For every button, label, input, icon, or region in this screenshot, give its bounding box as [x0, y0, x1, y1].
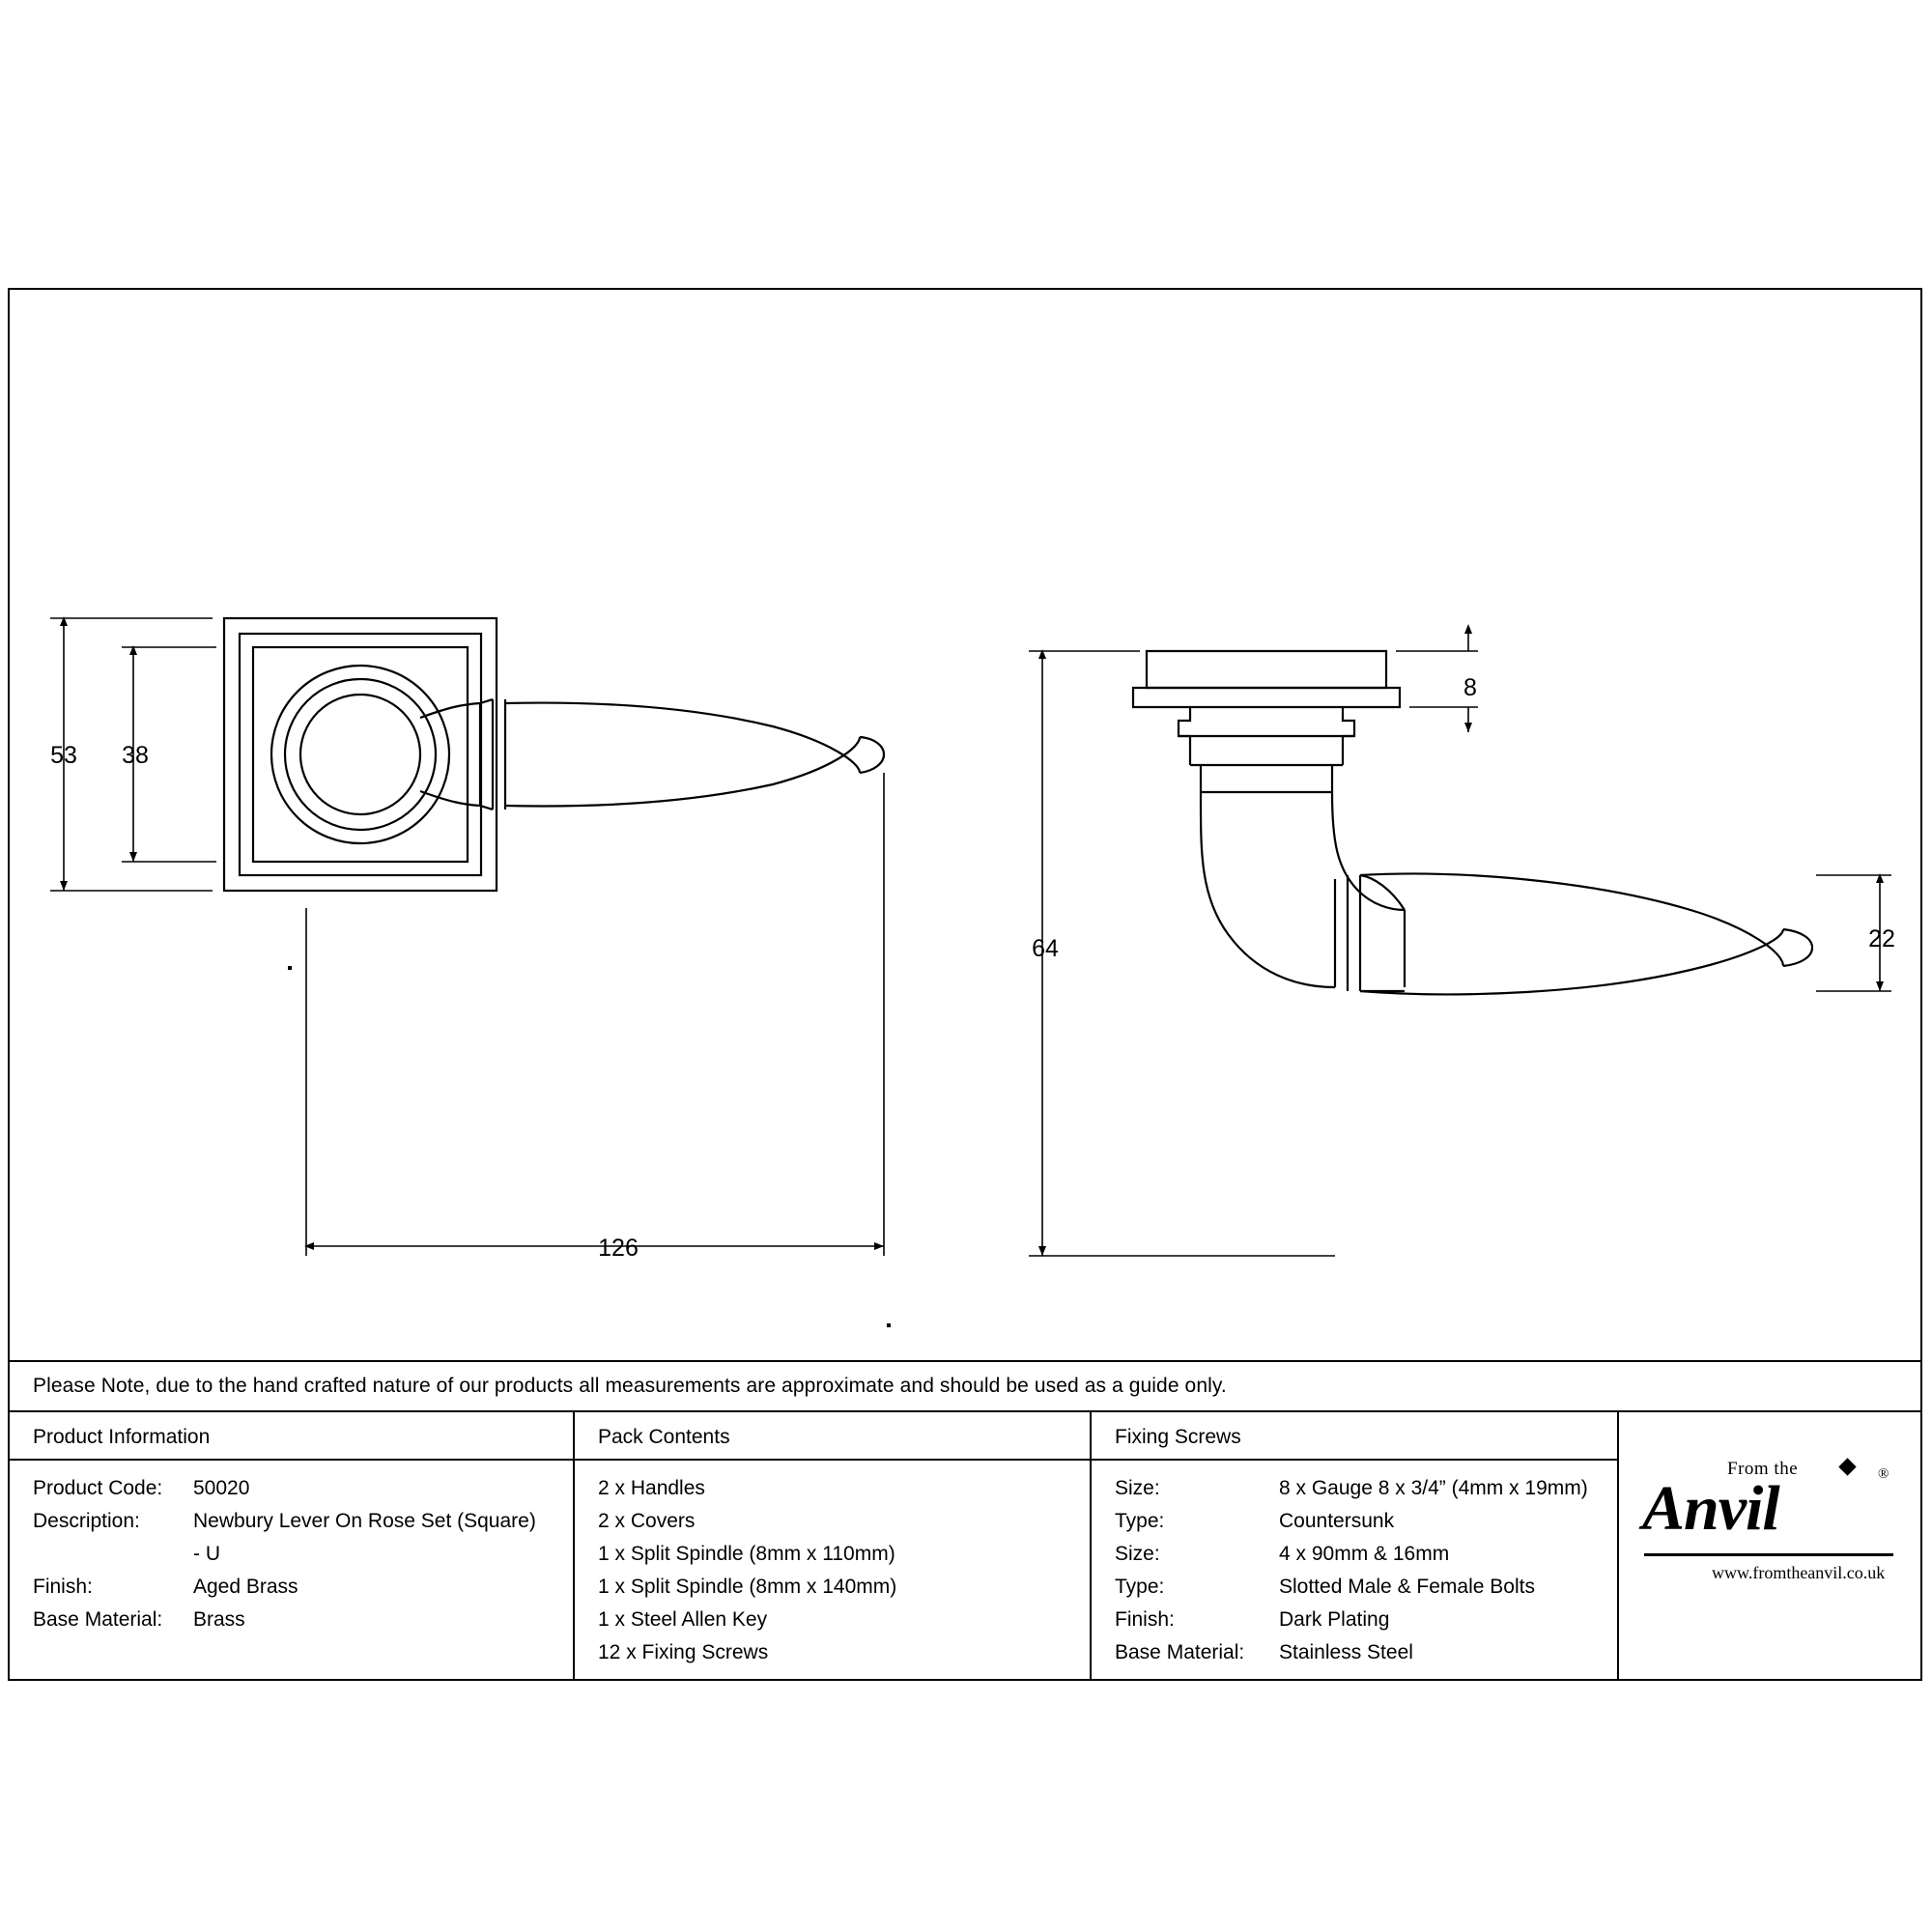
screw-type-label-2: Type:: [1115, 1576, 1165, 1598]
screw-size-label-1: Size:: [1115, 1477, 1160, 1499]
table-row: [1115, 1571, 1588, 1604]
table-row: [1115, 1505, 1588, 1538]
product-code-value: 50020: [193, 1477, 250, 1499]
list-item: 1 x Split Spindle (8mm x 140mm): [598, 1576, 897, 1598]
screw-type-value-2: Slotted Male & Female Bolts: [1279, 1576, 1535, 1598]
screw-size-value-1: 8 x Gauge 8 x 3/4” (4mm x 19mm): [1279, 1477, 1588, 1499]
dimension-label-64: 64: [1032, 935, 1059, 962]
info-table: [10, 1410, 1920, 1679]
finish-value: Aged Brass: [193, 1576, 298, 1598]
diamond-icon: [1838, 1458, 1856, 1475]
column-divider: [1092, 1459, 1617, 1461]
description-label: Description:: [33, 1510, 140, 1532]
list-item: 2 x Handles: [598, 1477, 705, 1499]
drawing-sheet: [8, 288, 1922, 1681]
list-item: 12 x Fixing Screws: [598, 1641, 769, 1663]
screw-size-value-2: 4 x 90mm & 16mm: [1279, 1543, 1450, 1565]
table-row: [33, 1472, 536, 1505]
table-row: [1115, 1472, 1588, 1505]
finish-label: Finish:: [33, 1576, 93, 1598]
product-information-heading: Product Information: [33, 1426, 211, 1448]
list-item: 1 x Steel Allen Key: [598, 1608, 768, 1631]
logo-anvil-text: Anvil: [1642, 1473, 1779, 1544]
pack-contents-rows: [598, 1472, 896, 1669]
table-row: [33, 1505, 536, 1538]
base-material-value: Brass: [193, 1608, 245, 1631]
logo-underline: [1644, 1553, 1893, 1556]
logo-website-url: www.fromtheanvil.co.uk: [1712, 1563, 1886, 1582]
registered-trademark-icon: ®: [1878, 1466, 1889, 1482]
base-material-label: Base Material:: [33, 1608, 163, 1631]
dimension-label-8: 8: [1463, 674, 1477, 701]
screw-type-label-1: Type:: [1115, 1510, 1165, 1532]
logo-from-the-text: From the: [1727, 1459, 1799, 1479]
fixing-screws-heading: Fixing Screws: [1115, 1426, 1241, 1448]
description-value: Newbury Lever On Rose Set (Square): [193, 1510, 536, 1532]
table-row: [33, 1604, 536, 1636]
product-information-rows: [33, 1472, 536, 1636]
screw-size-label-2: Size:: [1115, 1543, 1160, 1565]
column-divider: [10, 1459, 573, 1461]
pack-contents-column: [573, 1412, 1090, 1679]
table-row: [1115, 1636, 1588, 1669]
screw-base-material-label: Base Material:: [1115, 1641, 1245, 1663]
measurement-note-bar: [10, 1360, 1920, 1410]
screw-type-value-1: Countersunk: [1279, 1510, 1395, 1532]
dimension-label-38: 38: [122, 742, 149, 769]
screw-base-material-value: Stainless Steel: [1279, 1641, 1413, 1663]
column-divider: [575, 1459, 1090, 1461]
fixing-screws-column: [1090, 1412, 1617, 1679]
brand-logo: [1619, 1412, 1922, 1679]
dimension-label-22: 22: [1868, 925, 1895, 952]
pack-contents-heading: Pack Contents: [598, 1426, 730, 1448]
description-value-continued: - U: [193, 1543, 220, 1565]
fixing-screws-rows: [1115, 1472, 1588, 1669]
table-row: [1115, 1604, 1588, 1636]
list-item: 2 x Covers: [598, 1510, 696, 1532]
screw-finish-value: Dark Plating: [1279, 1608, 1390, 1631]
table-row: [33, 1571, 536, 1604]
brand-logo-column: [1617, 1412, 1920, 1679]
measurement-note-text: Please Note, due to the hand crafted nature of our products all measurements are approximate and should be used as a guide only.: [33, 1375, 1227, 1397]
product-information-column: [10, 1412, 573, 1679]
dimension-label-53: 53: [50, 742, 77, 769]
table-row: [1115, 1538, 1588, 1571]
list-item: 1 x Split Spindle (8mm x 110mm): [598, 1543, 895, 1565]
dimension-label-126: 126: [598, 1235, 639, 1262]
screw-finish-label: Finish:: [1115, 1608, 1175, 1631]
product-code-label: Product Code:: [33, 1477, 163, 1499]
technical-drawing-area: [10, 290, 1920, 1362]
